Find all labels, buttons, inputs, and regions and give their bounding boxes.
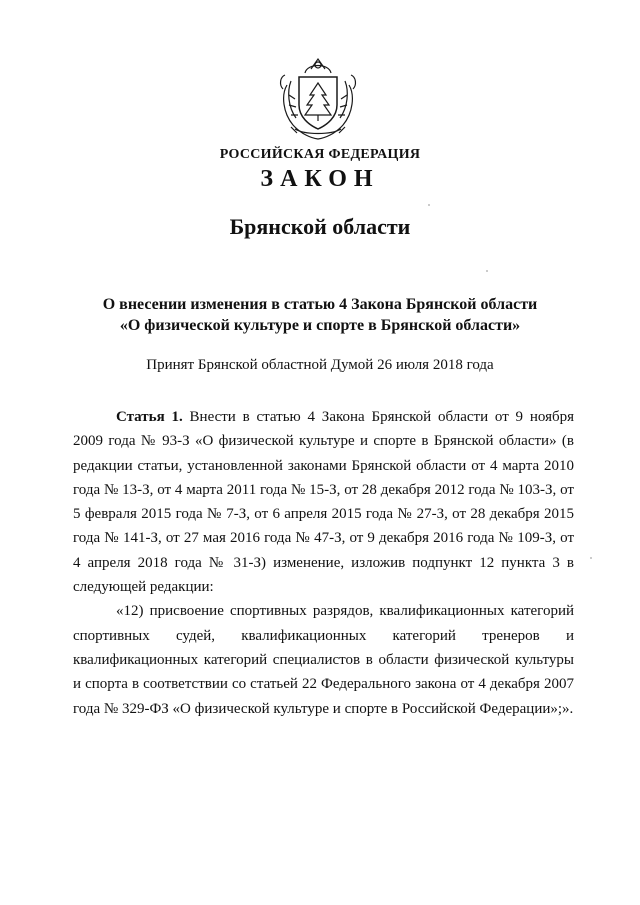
region-heading: Брянской области: [229, 214, 411, 239]
article-1-quote: «12) присвоение спортивных разрядов, квалификационных категорий спортивных судей, квалификационных категорий тренеров и квалификационных категорий специалистов в области физической культуры и спорта в соответствии со статьей 22 Федерального закона от 4 декабря 2007 года № 329-ФЗ «О физической культуре и спорте в Российской Федерации»;».: [73, 603, 574, 717]
article-body: [73, 405, 574, 721]
scan-speck: [590, 557, 592, 559]
article-1-label: Статья 1.: [116, 409, 183, 425]
country-heading: РОССИЙСКАЯ ФЕДЕРАЦИЯ: [219, 147, 421, 162]
law-subject: [40, 294, 600, 336]
document-type-title: ЗАКОН: [260, 166, 380, 192]
adoption-note: Принят Брянской областной Думой 26 июля 2018 года: [146, 357, 494, 373]
scan-speck: [486, 270, 488, 272]
article-1-paragraph: [73, 405, 574, 599]
law-subject-line-2: «О физической культуре и спорте в Брянской области»: [119, 317, 521, 334]
article-1-text: Внести в статью 4 Закона Брянской области от 9 ноября 2009 года № 93-З «О физической культуре и спорте в Брянской области» (в редакции статьи, установленной законами Брянской области от 4 марта 2010 года № 13-З, от 4 марта 2011 года № 15-З, от 28 декабря 2012 года № 103-З, от 5 февраля 2015 года № 7-З, от 6 апреля 2015 года № 27-З, от 28 декабря 2015 года № 141-З, от 27 мая 2016 года № 47-З, от 9 декабря 2016 года № 109-З, от 4 апреля 2018 года № 31-З) изменение, изложив подпункт 12 пункта 3 в следующей редакции:: [73, 409, 574, 596]
scan-speck: [428, 204, 430, 206]
law-subject-line-1: О внесении изменения в статью 4 Закона Брянской области: [102, 296, 538, 313]
coat-of-arms-emblem: [277, 55, 359, 141]
